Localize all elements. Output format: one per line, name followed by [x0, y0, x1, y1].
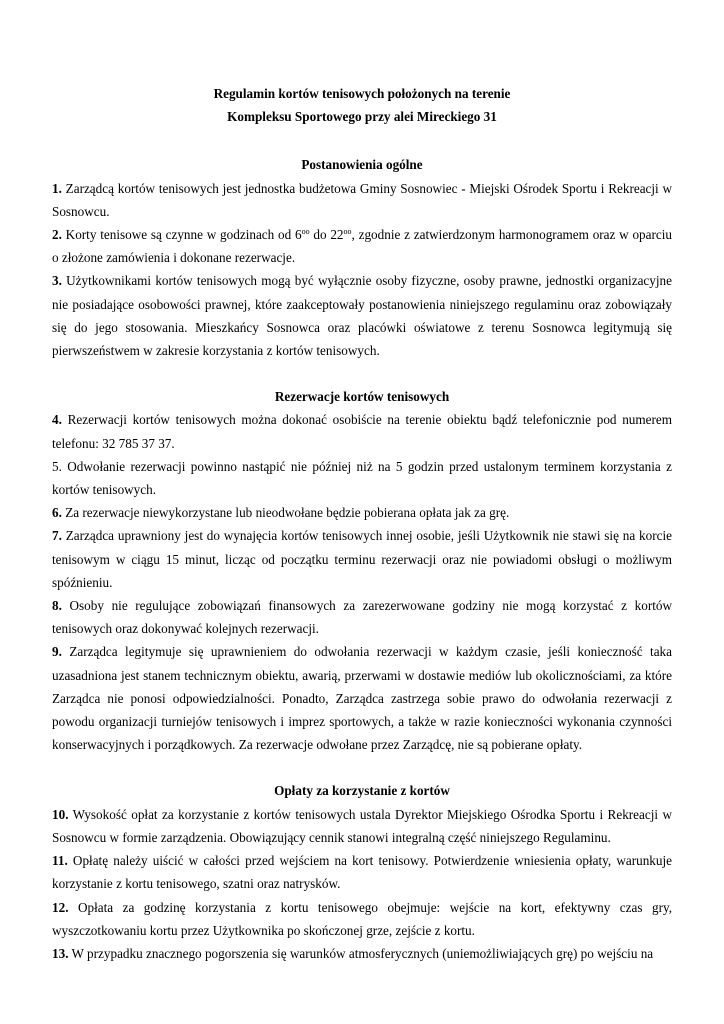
paragraph-12 [52, 896, 672, 942]
paragraph-10 [52, 803, 672, 849]
paragraph-2 [52, 223, 672, 269]
paragraph-number: 5. [52, 458, 62, 474]
paragraph-number: 1. [52, 180, 62, 196]
paragraph-13 [52, 942, 672, 965]
paragraph-1 [52, 177, 672, 223]
paragraph-text: Użytkownikami kortów tenisowych mogą być wyłącznie osoby fizyczne, osoby prawne, jednostki organizacyjne nie posiadające osobowości prawnej, które zaakceptowały postanowienia niniejszego regulaminu oraz zobowiązały się do jego stosowania. Mieszkańcy Sosnowca oraz placówki oświatowe z terenu Sosnowca legitymują się pierwszeństwem w zakresie korzystania z kortów tenisowych. [52, 273, 672, 359]
paragraph-8 [52, 594, 672, 640]
paragraph-text: Odwołanie rezerwacji powinno nastąpić nie później niż na 5 godzin przed ustalonym terminem korzystania z kortów tenisowych. [52, 458, 672, 498]
paragraph-number: 4. [52, 412, 62, 428]
superscript: oo [301, 227, 310, 237]
paragraph-4 [52, 408, 672, 454]
paragraph-text: Wysokość opłat za korzystanie z kortów tenisowych ustala Dyrektor Miejskiego Ośrodka Sportu i Rekreacji w Sosnowcu w formie zarządzenia. Obowiązujący cennik stanowi integralną część niniejszego Regulaminu. [52, 806, 672, 845]
document-title-line2: Kompleksu Sportowego przy alei Mireckiego 31 [227, 109, 497, 125]
paragraph-text: do 22 [309, 227, 344, 243]
paragraph-6 [52, 501, 672, 524]
paragraph-number: 3. [52, 273, 62, 289]
paragraph-3 [52, 269, 672, 362]
paragraph-number: 2. [52, 227, 62, 243]
paragraph-5 [52, 455, 672, 501]
paragraph-number: 7. [52, 528, 62, 544]
paragraph-text: Zarządca legitymuje się uprawnieniem do odwołania rezerwacji w każdym czasie, jeśli konieczność taka uzasadniona jest stanem technicznym obiektu, awarią, przerwami w dostawie mediów lub okolicznościami, za które Zarządca nie ponosi odpowiedzialności. Ponadto, Zarządca zastrzega sobie prawo do odwołania rezerwacji z powodu organizacji turniejów tenisowych i imprez sportowych, a także w razie konieczności wykonania czynności konserwacyjnych i porządkowych. Za rezerwacje odwołane przez Zarządcę, nie są pobierane opłaty. [52, 644, 672, 753]
paragraph-9 [52, 640, 672, 756]
paragraph-number: 8. [52, 598, 62, 614]
paragraph-text: , zgodnie z zatwierdzonym harmonogramem oraz w oparciu o złożone zamówienia i dokonane rezerwacje. [52, 227, 673, 266]
paragraph-text: Rezerwacji kortów tenisowych można dokonać osobiście na terenie obiektu bądź telefonicznie pod numerem telefonu: 32 785 37 37. [52, 412, 672, 451]
paragraph-text: Korty tenisowe są czynne w godzinach od 6 [65, 227, 302, 243]
paragraph-number: 11. [52, 853, 68, 869]
paragraph-text: Za rezerwacje niewykorzystane lub nieodwołane będzie pobierana opłata jak za grę. [65, 505, 510, 521]
section-heading-general: Postanowienia ogólne [301, 157, 423, 173]
paragraph-number: 12. [52, 899, 69, 915]
section-heading-fees: Opłaty za korzystanie z kortów [274, 783, 450, 799]
paragraph-number: 9. [52, 644, 62, 660]
paragraph-number: 6. [52, 505, 62, 521]
paragraph-7 [52, 524, 672, 594]
paragraph-number: 10. [52, 806, 69, 822]
section-heading-reservations: Rezerwacje kortów tenisowych [274, 389, 450, 405]
paragraph-text: Opłatę należy uiścić w całości przed wejściem na kort tenisowy. Potwierdzenie wniesienia opłaty, warunkuje korzystanie z kortu tenisowego, szatni oraz natrysków. [52, 853, 673, 892]
paragraph-text: Zarządcą kortów tenisowych jest jednostka budżetowa Gminy Sosnowiec - Miejski Ośrodek Sportu i Rekreacji w Sosnowcu. [52, 180, 673, 219]
paragraph-11 [52, 849, 672, 895]
superscript: oo [343, 227, 352, 237]
paragraph-number: 13. [52, 945, 69, 961]
paragraph-text: W przypadku znacznego pogorszenia się warunków atmosferycznych (uniemożliwiających grę) po wejściu na [71, 945, 654, 961]
paragraph-text: Zarządca uprawniony jest do wynajęcia kortów tenisowych innej osobie, jeśli Użytkownik nie stawi się na korcie tenisowym w ciągu 15 minut, licząc od początku terminu rezerwacji oraz nie powiadomi obsługi o możliwym spóźnieniu. [52, 528, 672, 590]
document-title-line1: Regulamin kortów tenisowych położonych na terenie [213, 86, 511, 101]
paragraph-text: Opłata za godzinę korzystania z kortu tenisowego obejmuje: wejście na kort, efektywny czas gry, wyszczotkowaniu kortu przez Użytkownika po skończonej grze, zejście z kortu. [52, 899, 672, 938]
paragraph-text: Osoby nie regulujące zobowiązań finansowych za zarezerwowane godziny nie mogą korzystać z kortów tenisowych oraz dokonywać kolejnych rezerwacji. [52, 598, 672, 637]
